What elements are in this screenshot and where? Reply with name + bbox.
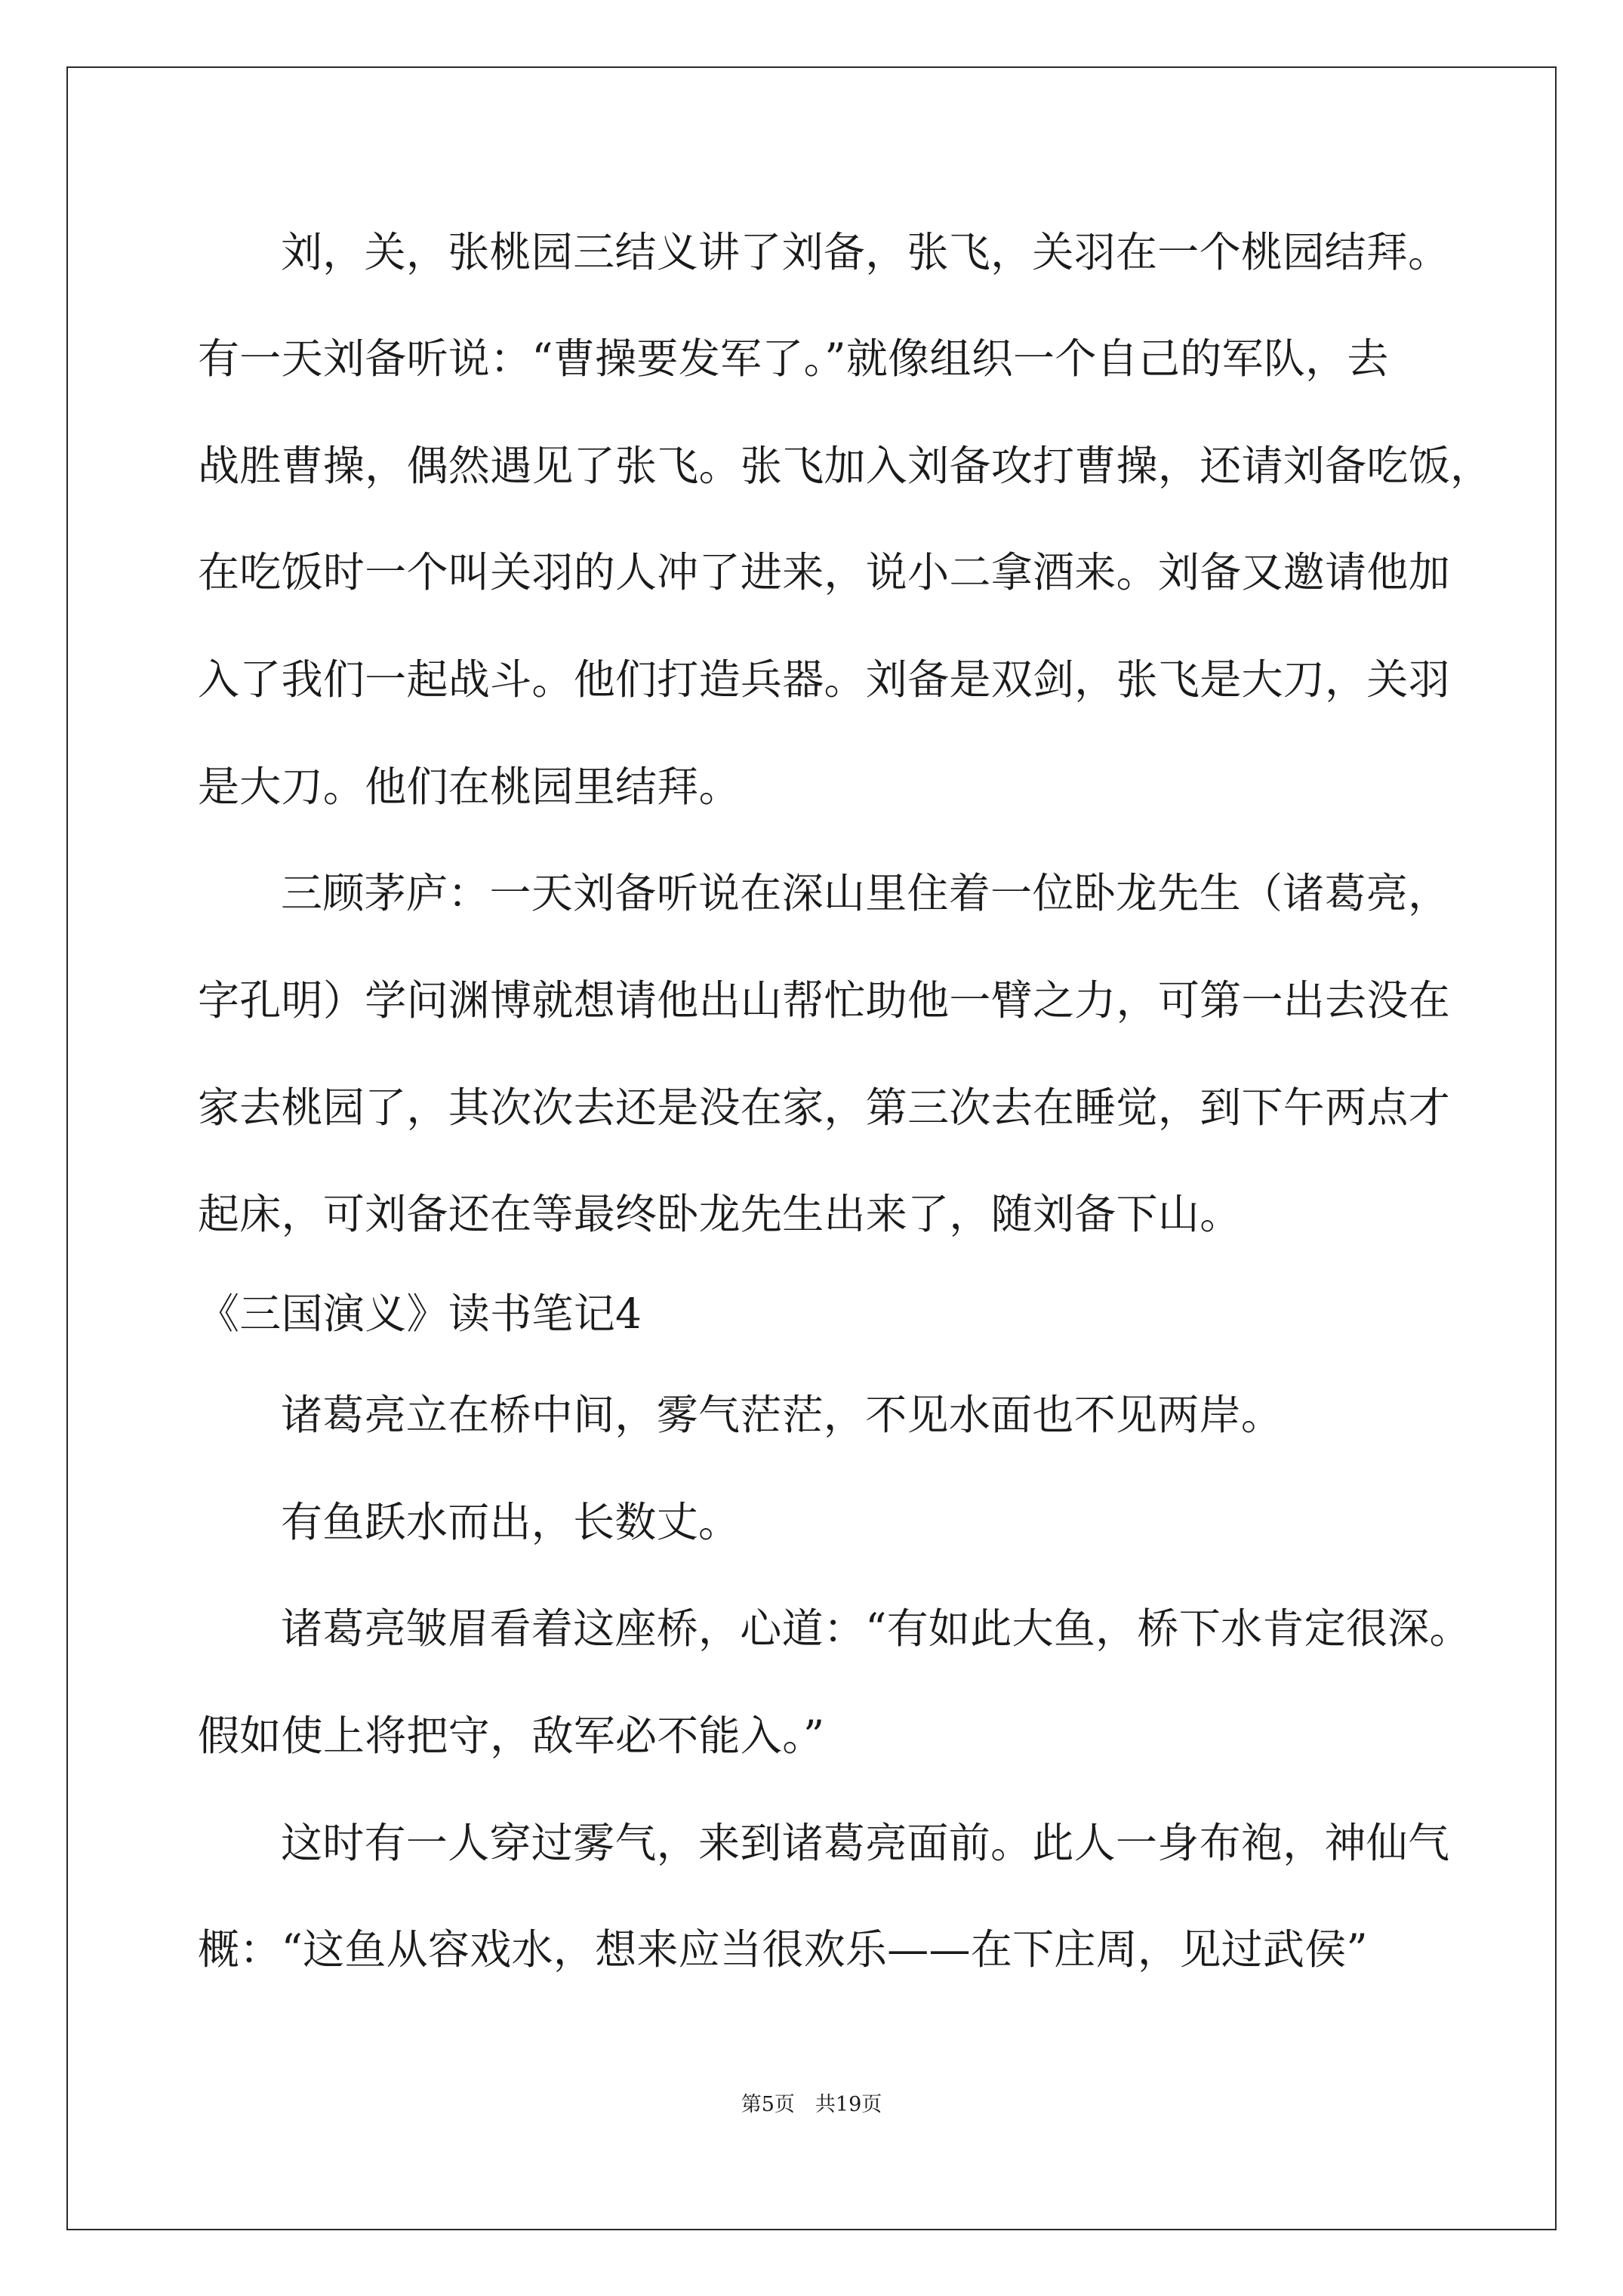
text-line: 家去桃园了，其次次去还是没在家，第三次去在睡觉，到下午两点才 xyxy=(198,1083,1451,1132)
text-line: 战胜曹操，偶然遇见了张飞。张飞加入刘备攻打曹操，还请刘备吃饭， xyxy=(198,442,1492,490)
text-line: 三顾茅庐：一天刘备听说在深山里住着一位卧龙先生（诸葛亮， xyxy=(281,869,1450,917)
text-line: 字孔明）学问渊博就想请他出山帮忙助他一臂之力，可第一出去没在 xyxy=(198,976,1451,1025)
text-line: 是大刀。他们在桃园里结拜。 xyxy=(198,763,741,811)
text-line: 起床，可刘备还在等最终卧龙先生出来了，随刘备下山。 xyxy=(198,1190,1242,1238)
text-line: 诸葛亮立在桥中间，雾气茫茫，不见水面也不见两岸。 xyxy=(281,1391,1283,1439)
text-line: 假如使上将把守，敌军必不能入。” xyxy=(198,1712,825,1760)
text-line: 有鱼跃水而出，长数丈。 xyxy=(281,1498,741,1546)
text-line: 概：“这鱼从容戏水，想来应当很欢乐——在下庄周，见过武侯” xyxy=(198,1925,1368,1974)
page-number-footer: 第5页 共19页 xyxy=(741,2093,882,2116)
section-heading: 《三国演义》读书笔记4 xyxy=(198,1290,642,1338)
text-line: 这时有一人穿过雾气，来到诸葛亮面前。此人一身布袍，神仙气 xyxy=(281,1819,1450,1867)
text-line: 诸葛亮皱眉看着这座桥，心道：“有如此大鱼，桥下水肯定很深。 xyxy=(281,1604,1471,1653)
text-line: 入了我们一起战斗。他们打造兵器。刘备是双剑，张飞是大刀，关羽 xyxy=(198,655,1451,704)
text-line: 刘，关，张桃园三结义讲了刘备，张飞，关羽在一个桃园结拜。 xyxy=(281,228,1450,276)
text-line: 有一天刘备听说：“曹操要发军了。”就像组织一个自己的军队，去 xyxy=(198,334,1389,383)
page-border xyxy=(66,66,1557,2230)
text-line: 在吃饭时一个叫关羽的人冲了进来，说小二拿酒来。刘备又邀请他加 xyxy=(198,548,1451,596)
